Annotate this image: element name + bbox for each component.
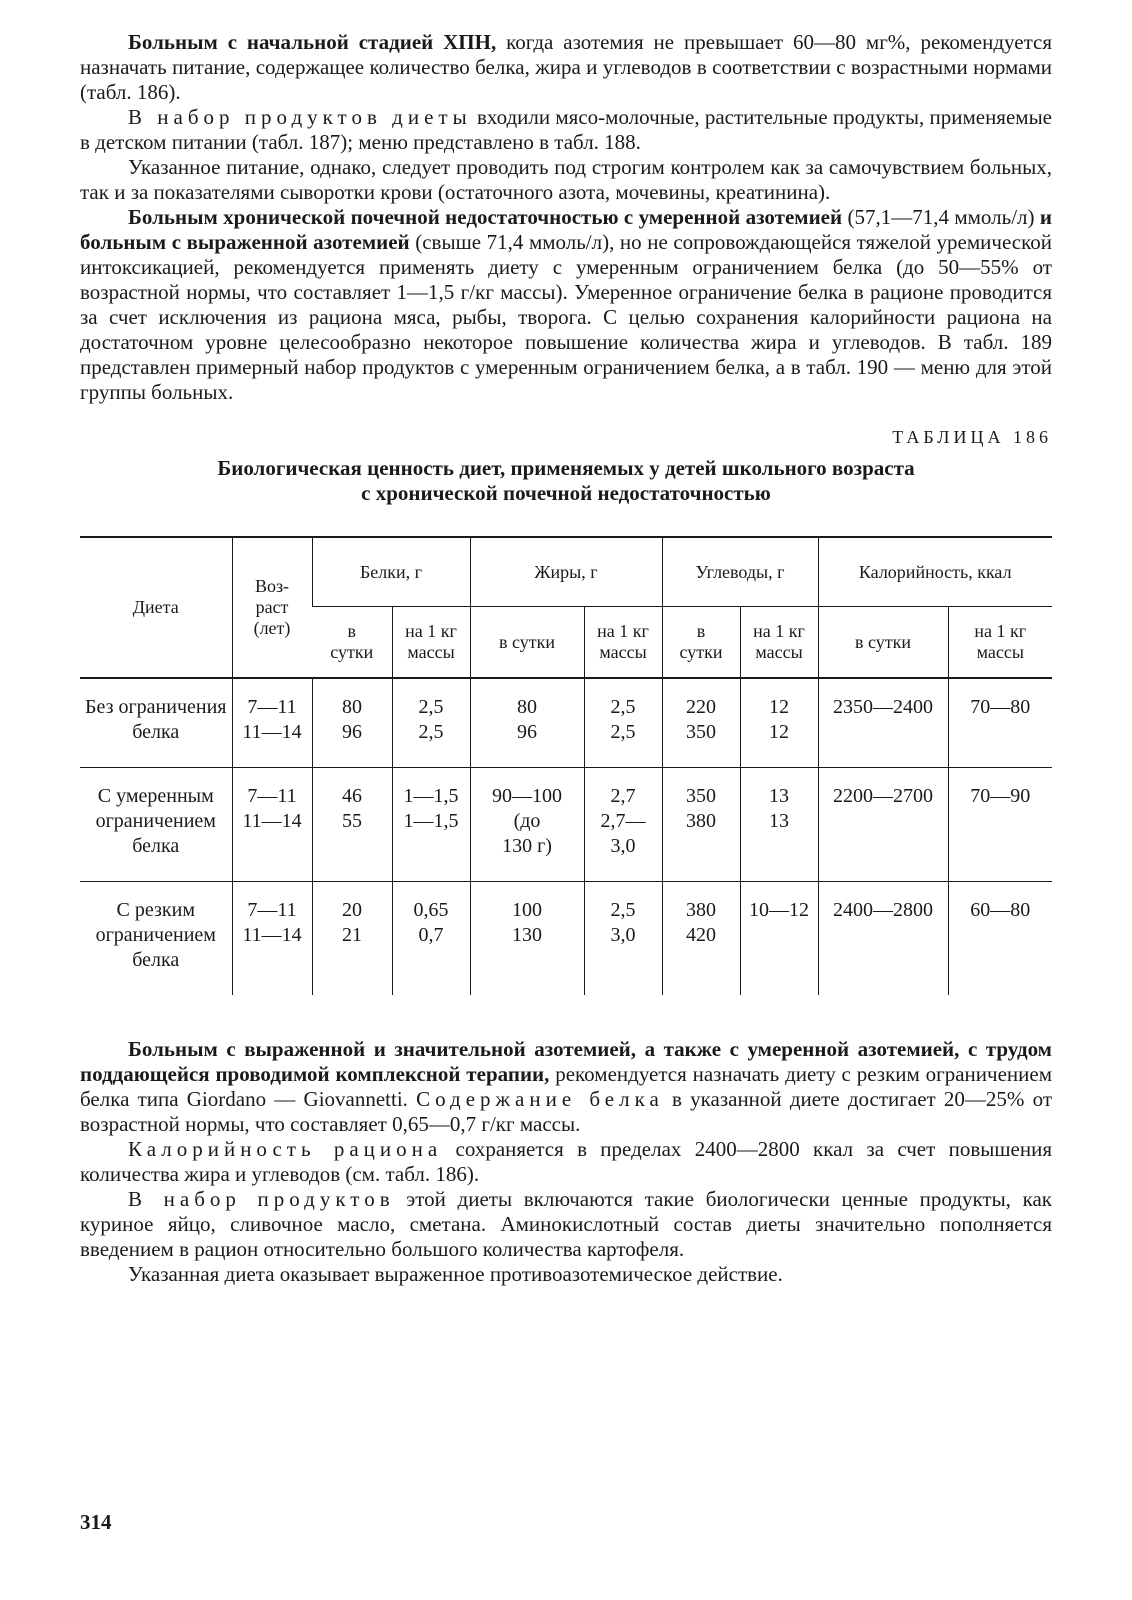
paragraph-2	[80, 105, 1052, 155]
header-carbs: Углеводы, г	[662, 537, 818, 607]
cell-carb-kg: 10—12	[740, 882, 818, 996]
cell-age: 7—11 11—14	[232, 768, 312, 882]
cell-cal-day: 2350—2400	[818, 678, 948, 768]
header-fat-kg: на 1 кг массы	[584, 607, 662, 679]
cell-cal-kg: 70—90	[948, 768, 1052, 882]
cell-age: 7—11 11—14	[232, 882, 312, 996]
paragraph-4-text: (свыше 71,4 ммоль/л), но не сопровождающейся тяжелой уремической интоксикацией, рекомендуется применять диету с умеренным ограничением белка (до 50—55% от возрастной нормы, что составляет 1—1,5 г/кг массы). Умеренное ограничение белка в рационе проводится за счет исключения из рациона мяса, рыбы, творога. С целью сохранения калорийности рациона на достаточном уровне целесообразно некоторое повышение количества жира и углеводов. В табл. 189 представлен примерный набор продуктов с умеренным ограничением белка, а в табл. 190 — меню для этой группы больных.	[80, 230, 1052, 404]
cell-diet: С резким ограничением белка	[95, 899, 216, 971]
cell-diet: С умеренным ограничением белка	[95, 785, 216, 857]
paragraph-6-text: сохраняется в пределах 2400—2800 ккал за счет повышения количества жира и углеводов (см. табл. 186).	[80, 1137, 1052, 1186]
header-cal-kg: на 1 кг массы	[948, 607, 1052, 679]
cell-carb-day: 220 350	[662, 678, 740, 768]
table-title-line-2: с хронической почечной недостаточностью	[361, 481, 771, 505]
paragraph-4-lead: Больным хронической почечной недостаточностью с умеренной азотемией	[128, 205, 843, 229]
page-content	[80, 30, 1052, 1287]
header-carb-day: в сутки	[662, 607, 740, 679]
header-protein-kg: на 1 кг массы	[392, 607, 470, 679]
table-row	[80, 768, 1052, 882]
cell-protein-day: 20 21	[312, 882, 392, 996]
cell-carb-day: 350 380	[662, 768, 740, 882]
cell-protein-kg: 1—1,5 1—1,5	[392, 768, 470, 882]
cell-carb-kg: 12 12	[740, 678, 818, 768]
cell-cal-kg: 60—80	[948, 882, 1052, 996]
paragraph-5-end: в указанной диете достигает 20—25% от возрастной нормы, что составляет 0,65—0,7 г/кг массы.	[80, 1087, 1052, 1136]
paragraph-5	[80, 1037, 1052, 1137]
paragraph-7-spaced: В набор продуктов	[128, 1187, 395, 1211]
cell-fat-kg: 2,5 2,5	[584, 678, 662, 768]
paragraph-8: Указанная диета оказывает выраженное противоазотемическое действие.	[128, 1262, 783, 1286]
paragraph-4-range: (57,1—71,4 ммоль/л)	[842, 205, 1040, 229]
cell-protein-day: 80 96	[312, 678, 392, 768]
table-body	[80, 678, 1052, 995]
table-row	[80, 678, 1052, 768]
cell-protein-kg: 0,65 0,7	[392, 882, 470, 996]
header-diet: Диета	[80, 537, 232, 678]
cell-protein-kg: 2,5 2,5	[392, 678, 470, 768]
cell-diet: Без ограничения белка	[84, 696, 227, 743]
header-protein: Белки, г	[312, 537, 470, 607]
header-fat: Жиры, г	[470, 537, 662, 607]
paragraph-5-lead: Больным с выраженной и значительной азотемией, а также с умеренной азотемией, с трудом поддающейся проводимой комплексной терапии,	[80, 1037, 1052, 1086]
paragraph-2-lead: В набор продуктов диеты	[128, 105, 472, 129]
paragraph-1-lead: Больным с начальной стадией ХПН,	[128, 30, 497, 54]
header-fat-day: в сутки	[470, 607, 584, 679]
paragraph-7	[80, 1187, 1052, 1262]
paragraph-6-spaced: Калорийность рациона	[128, 1137, 443, 1161]
paragraph-3: Указанное питание, однако, следует проводить под строгим контролем как за самочувствием больных, так и за показателями сыворотки крови (остаточного азота, мочевины, креатинина).	[80, 155, 1052, 204]
header-cal-day: в сутки	[818, 607, 948, 679]
paragraph-4	[80, 205, 1052, 405]
paragraph-2-text: входили мясо-молочные, растительные продукты, применяемые в детском питании (табл. 187); меню представлено в табл. 188.	[80, 105, 1053, 154]
header-carb-kg: на 1 кг массы	[740, 607, 818, 679]
cell-fat-day: 100 130	[470, 882, 584, 996]
table-title-line-1: Биологическая ценность диет, применяемых у детей школьного возраста	[217, 456, 915, 480]
paragraph-1-text: когда азотемия не превышает 60—80 мг%, рекомендуется назначать питание, содержащее количество белка, жира и углеводов в соответствии с возрастными нормами (табл. 186).	[80, 30, 1053, 104]
paragraph-6	[80, 1137, 1052, 1187]
cell-carb-day: 380 420	[662, 882, 740, 996]
paragraph-4-bold: и больным с выраженной азотемией	[80, 205, 1052, 254]
cell-fat-kg: 2,5 3,0	[584, 882, 662, 996]
paragraph-7-text: этой диеты включаются такие биологически ценные продукты, как куриное яйцо, сливочное масло, сметана. Аминокислотный состав диеты значительно пополняется введением в рацион относительно большого количества картофеля.	[80, 1187, 1052, 1261]
paragraph-5-text: рекомендуется назначать диету с резким ограничением белка типа Giordano — Giovannetti.	[80, 1062, 1052, 1111]
page-number: 314	[80, 1510, 112, 1534]
diet-table	[80, 536, 1052, 995]
table-label: ТАБЛИЦА 186	[892, 427, 1052, 447]
cell-fat-day: 80 96	[470, 678, 584, 768]
cell-fat-day: 90—100 (до 130 г)	[470, 768, 584, 882]
table-title	[80, 456, 1052, 506]
header-calories: Калорийность, ккал	[818, 537, 1052, 607]
cell-cal-day: 2400—2800	[818, 882, 948, 996]
table-row	[80, 882, 1052, 996]
paragraph-1	[80, 30, 1052, 105]
cell-fat-kg: 2,7 2,7— 3,0	[584, 768, 662, 882]
header-age: Воз-раст (лет)	[232, 537, 312, 678]
cell-cal-kg: 70—80	[948, 678, 1052, 768]
cell-carb-kg: 13 13	[740, 768, 818, 882]
cell-age: 7—11 11—14	[232, 678, 312, 768]
header-protein-day: в сутки	[312, 607, 392, 679]
cell-protein-day: 46 55	[312, 768, 392, 882]
cell-cal-day: 2200—2700	[818, 768, 948, 882]
paragraph-5-spaced: Содержание белка	[416, 1087, 664, 1111]
